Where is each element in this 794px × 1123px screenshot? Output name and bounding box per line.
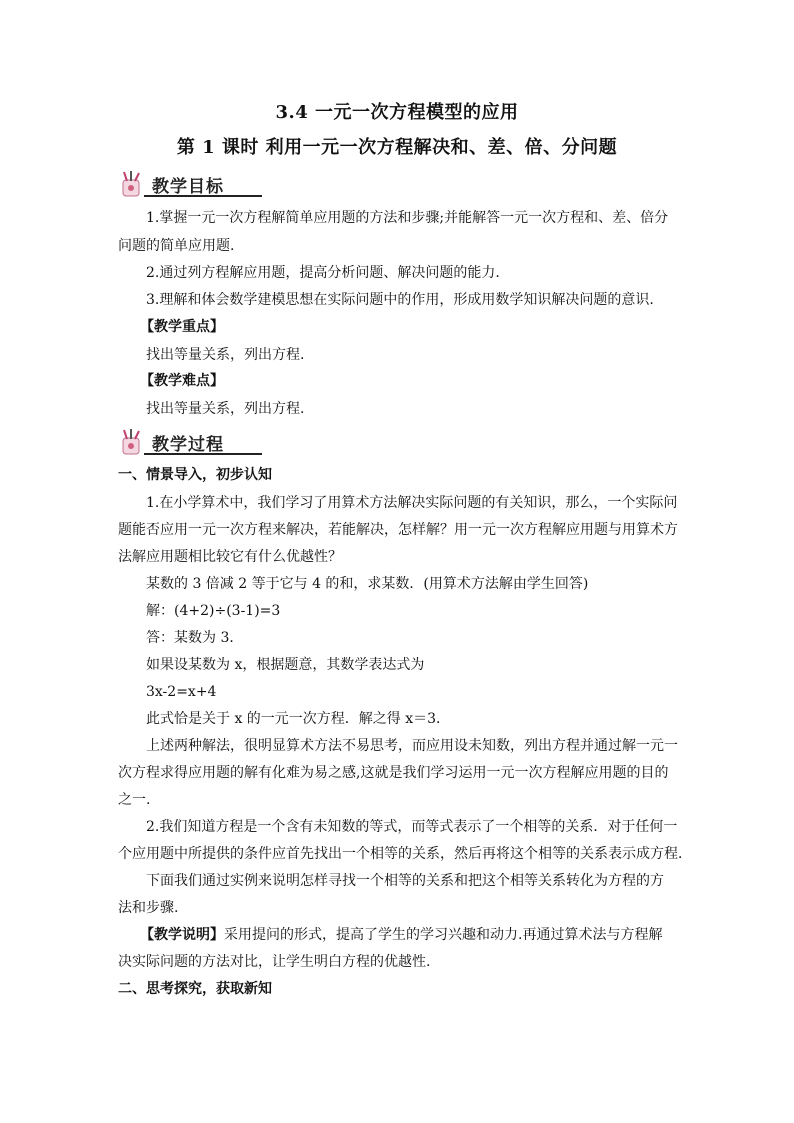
body-line: 下面我们通过实例来说明怎样寻找一个相等的关系和把这个相等关系转化为方程的方 bbox=[146, 873, 664, 889]
banner-label: 教学过程 bbox=[152, 435, 224, 455]
body-line: 个应用题中所提供的条件应首先找出一个相等的关系，然后再将这个相等的关系表示成方程． bbox=[118, 846, 692, 862]
body-line: 如果设某数为 x，根据题意，其数学表达式为 bbox=[146, 657, 425, 673]
teaching-note-text: 采用提问的形式，提高了学生的学习兴趣和动力.再通过算术法与方程解 bbox=[224, 927, 663, 943]
banner-label: 教学目标 bbox=[152, 177, 224, 197]
body-line: 法和步骤. bbox=[118, 900, 179, 916]
body-line: 1.在小学算术中，我们学习了用算术方法解决实际问题的有关知识，那么，一个实际问 bbox=[146, 495, 678, 511]
key-point-text: 找出等量关系，列出方程. bbox=[146, 347, 305, 363]
pencil-cup-icon bbox=[118, 428, 148, 456]
pencil-cup-icon bbox=[118, 170, 148, 198]
objective-line: 问题的简单应用题. bbox=[118, 238, 235, 254]
body-line: 解：(4+2)÷(3-1)=3 bbox=[146, 603, 281, 619]
difficulty-label: 【教学难点】 bbox=[140, 373, 224, 389]
body-line: 此式恰是关于 x 的一元一次方程．解之得 x＝3． bbox=[146, 711, 451, 727]
body-line: 法解应用题相比较它有什么优越性？ bbox=[118, 549, 342, 565]
page-title: 3.4 一元一次方程模型的应用 bbox=[275, 102, 519, 123]
teaching-note bbox=[140, 925, 700, 945]
objective-line: 3.理解和体会数学建模思想在实际问题中的作用，形成用数学知识解决问题的意识. bbox=[146, 292, 654, 308]
body-line: 之一. bbox=[118, 792, 151, 808]
body-line: 次方程求得应用题的解有化难为易之感,这就是我们学习运用一元一次方程解应用题的目的 bbox=[118, 765, 669, 781]
body-line: 答：某数为 3． bbox=[146, 630, 244, 646]
section-heading: 二、思考探究，获取新知 bbox=[118, 981, 272, 997]
body-line: 上述两种解法，很明显算术方法不易思考，而应用设未知数，列出方程并通过解一元一 bbox=[146, 738, 678, 754]
body-line: 题能否应用一元一次方程来解决，若能解决，怎样解？用一元一次方程解应用题与用算术方 bbox=[118, 522, 678, 538]
section-banner-process bbox=[118, 428, 268, 458]
objective-line: 2.通过列方程解应用题，提高分析问题、解决问题的能力. bbox=[146, 265, 500, 281]
objective-line: 1.掌握一元一次方程解简单应用题的方法和步骤;并能解答一元一次方程和、差、倍分 bbox=[146, 210, 669, 226]
body-line: 决实际问题的方法对比，让学生明白方程的优越性. bbox=[118, 954, 431, 970]
equation-line: 3x-2=x+4 bbox=[146, 684, 217, 700]
body-line: 2.我们知道方程是一个含有未知数的等式，而等式表示了一个相等的关系．对于任何一 bbox=[146, 819, 678, 835]
key-point-label: 【教学重点】 bbox=[140, 319, 224, 335]
section-banner-objectives bbox=[118, 170, 268, 200]
difficulty-text: 找出等量关系，列出方程. bbox=[146, 401, 305, 417]
teaching-note-label: 【教学说明】 bbox=[140, 927, 224, 943]
section-heading: 一、情景导入，初步认知 bbox=[118, 467, 272, 483]
body-line: 某数的 3 倍减 2 等于它与 4 的和，求某数．(用算术方法解由学生回答) bbox=[146, 576, 589, 592]
page-subtitle: 第 1 课时 利用一元一次方程解决和、差、倍、分问题 bbox=[176, 137, 618, 158]
